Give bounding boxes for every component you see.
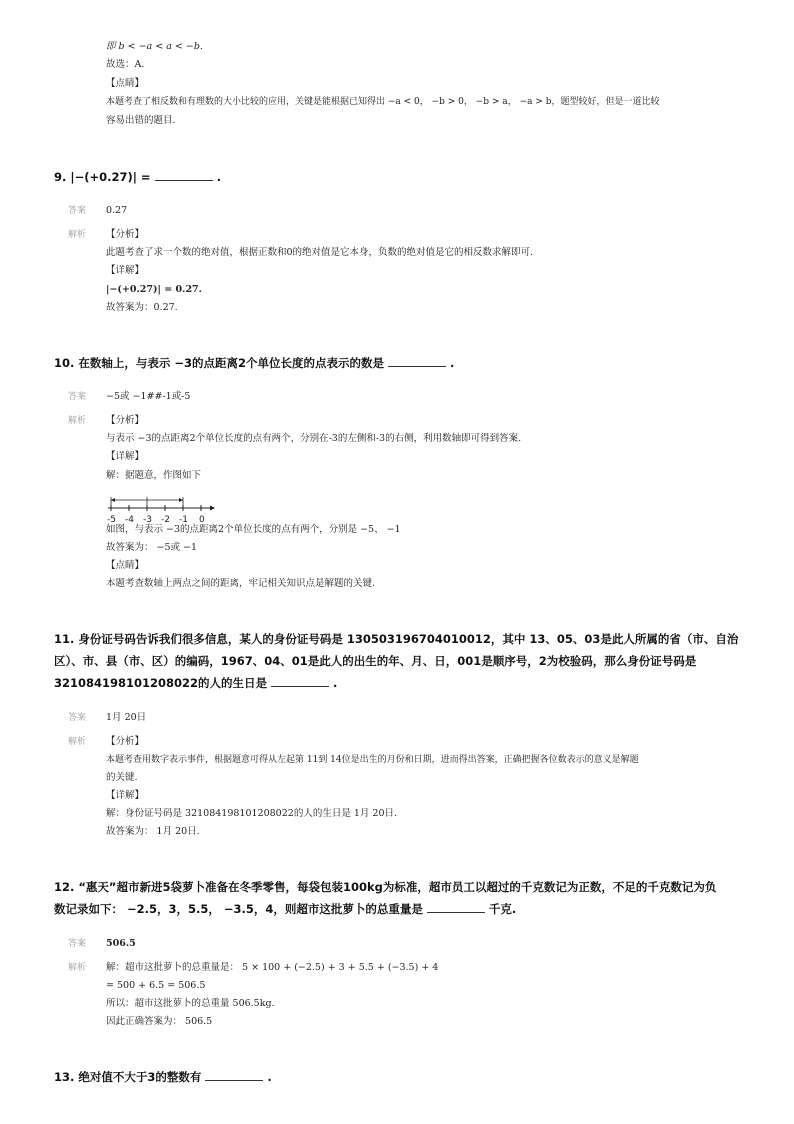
q10-title — [54, 354, 454, 372]
q9-title — [54, 168, 221, 186]
q11-blank[interactable] — [271, 675, 329, 687]
q13-blank[interactable] — [205, 1069, 263, 1081]
numline-label-1: -5 — [107, 515, 116, 524]
q10-answer: −5或 −1##-1或-5 — [106, 391, 191, 402]
q10-title-text: 10. 在数轴上，与表示 −3的点距离2个单位长度的点表示的数是 — [54, 356, 385, 370]
number-line-figure — [106, 496, 216, 524]
q12-line-2: = 500 + 6.5 = 506.5 — [106, 980, 206, 991]
top-line-5: 容易出错的题目. — [106, 115, 176, 126]
q12-title-text: 数记录如下： −2.5，3，5.5， −3.5，4，则超市这批萝卜的总重量是 — [54, 902, 423, 916]
q12-title-line-1: 12. “惠天”超市新进5袋萝卜准备在冬季零售，每袋包装100kg为标准，超市员工以超过的千克数记为正数，不足的千克数记为负 — [54, 880, 717, 894]
q9-line-5: 故答案为：0.27. — [106, 302, 178, 313]
q10-line-5: 如图，与表示 −3的点距离2个单位长度的点有两个，分别是 −5、 −1 — [106, 524, 401, 535]
q13-title — [54, 1068, 272, 1086]
q9-line-2: 此题考查了求一个数的绝对值，根据正数和0的绝对值是它本身，负数的绝对值是它的相反数求解即可. — [106, 247, 534, 258]
q10-analysis-label: 解析 — [68, 416, 87, 426]
numline-label-4: -2 — [161, 515, 170, 524]
q9-line-4: |−(+0.27)| = 0.27. — [106, 284, 202, 295]
q10-line-6: 故答案为： −5或 −1 — [106, 542, 198, 553]
q11-title-end: . — [333, 676, 338, 690]
q11-line-3: 的关键. — [106, 772, 138, 783]
q9-analysis-label: 解析 — [68, 230, 87, 240]
q12-title-end: 千克. — [488, 902, 517, 916]
numline-label-3: -3 — [143, 515, 152, 524]
top-line-2: 故选：A. — [106, 59, 145, 70]
q12-answer: 506.5 — [106, 938, 136, 949]
q10-blank[interactable] — [388, 355, 446, 367]
q9-title-end: . — [216, 170, 221, 184]
q10-line-3: 【详解】 — [106, 451, 145, 462]
q11-line-5: 解：身份证号码是 321084198101208022的人的生日是 1月 20日. — [106, 808, 398, 819]
q10-line-2: 与表示 −3的点距离2个单位长度的点有两个，分别在-3的左侧和-3的右侧，利用数轴即可得到答案. — [106, 433, 522, 444]
q12-analysis-label: 解析 — [68, 963, 87, 973]
q12-answer-label: 答案 — [68, 939, 87, 949]
q12-line-1: 解：超市这批萝卜的总重量是： 5 × 100 + (−2.5) + 3 + 5.5 + (−3.5) + 4 — [106, 962, 439, 973]
q12-blank[interactable] — [427, 901, 485, 913]
top-line-1: 即 b < −a < a < −b. — [106, 41, 203, 52]
q12-line-4: 因此正确答案为： 506.5 — [106, 1016, 213, 1027]
q9-blank[interactable] — [155, 169, 213, 181]
q9-answer-label: 答案 — [68, 206, 87, 216]
q11-title-text: 321084198101208022的人的生日是 — [54, 676, 268, 690]
q11-answer-label: 答案 — [68, 713, 87, 723]
q11-line-1: 【分析】 — [106, 736, 145, 747]
q9-line-3: 【详解】 — [106, 265, 145, 276]
q11-answer: 1月 20日 — [106, 712, 147, 723]
q10-line-4: 解：据题意，作图如下 — [106, 470, 202, 481]
numline-label-2: -4 — [125, 515, 134, 524]
q13-title-end: . — [267, 1070, 272, 1084]
q10-line-7: 【点睛】 — [106, 560, 145, 571]
q9-title-text: 9. |−(+0.27)| = — [54, 170, 151, 184]
q11-title-line-1: 11. 身份证号码告诉我们很多信息，某人的身份证号码是 130503196704010012，其中 13、05、03是此人所属的省（市、自治 — [54, 632, 739, 646]
q11-analysis-label: 解析 — [68, 737, 87, 747]
q9-line-1: 【分析】 — [106, 229, 145, 240]
numline-label-6: 0 — [199, 515, 205, 524]
top-line-3: 【点睛】 — [106, 78, 145, 89]
q11-line-6: 故答案为： 1月 20日. — [106, 826, 200, 837]
q10-line-8: 本题考查数轴上两点之间的距离，牢记相关知识点是解题的关键. — [106, 578, 376, 589]
q10-line-1: 【分析】 — [106, 415, 145, 426]
q13-title-text: 13. 绝对值不大于3的整数有 — [54, 1070, 202, 1084]
q9-answer: 0.27 — [106, 205, 128, 216]
q11-title-line-2: 区）、市、县（市、区）的编码，1967、04、01是此人的出生的年、月、日，001是顺序号，2为校验码，那么身份证号码是 — [54, 654, 697, 668]
q10-answer-label: 答案 — [68, 392, 87, 402]
q10-title-end: . — [450, 356, 455, 370]
q11-line-2: 本题考查用数字表示事件，根据题意可得从左起第 11到 14位是出生的月份和日期，进而得出答案，正确把握各位数表示的意义是解题 — [106, 755, 639, 765]
top-line-4: 本题考查了相反数和有理数的大小比较的应用，关键是能根据已知得出 −a < 0， −b > 0， −b > a， −a > b，题型较好，但是一道比较 — [106, 97, 660, 107]
q11-line-4: 【详解】 — [106, 790, 145, 801]
q11-title-line-3 — [54, 674, 337, 692]
q12-title-line-2 — [54, 900, 516, 918]
q12-line-3: 所以：超市这批萝卜的总重量 506.5kg. — [106, 998, 275, 1009]
numline-label-5: -1 — [179, 515, 188, 524]
